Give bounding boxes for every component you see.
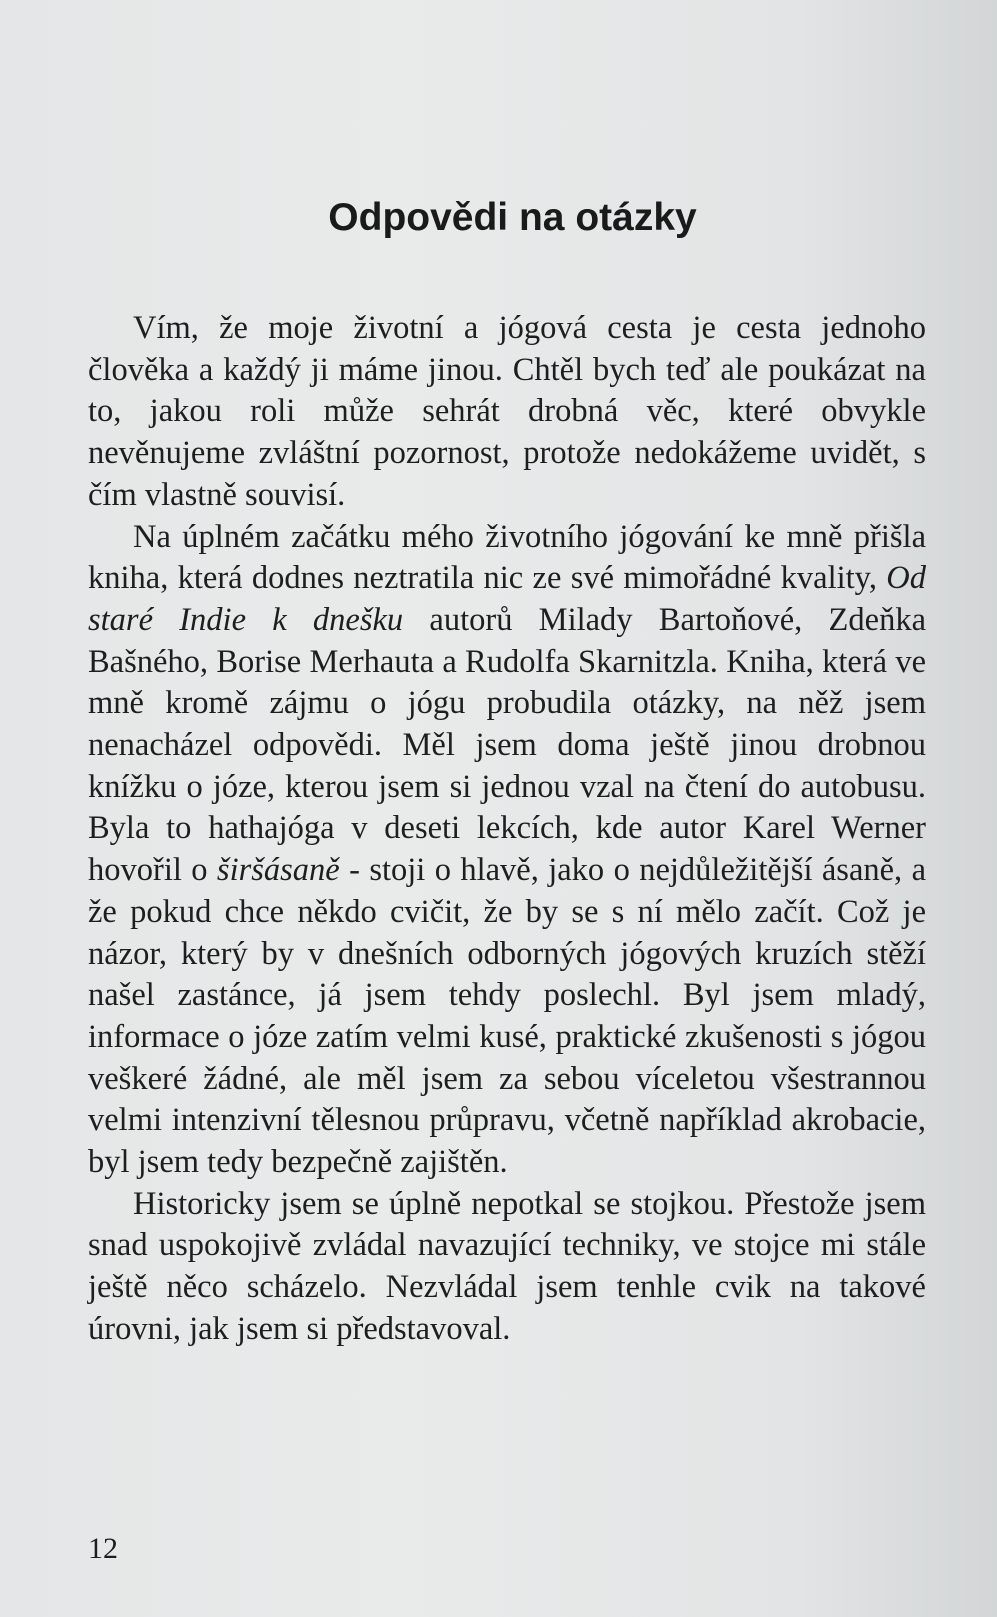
chapter-title: Odpovědi na otázky [328, 196, 697, 239]
chapter-body [88, 308, 926, 1351]
paragraph-text: - stoji o hlavě, jako o nejdůležitější ásaně, a že pokud chce někdo cvičit, že by se s ní mělo začít. Což je názor, který by v dnešních odborných jógových kruzích stěží našel zastánce, já jsem tehdy poslechl. Byl jsem mladý, informace o józe zatím velmi kusé, praktické zkušenosti s jógou veškeré žádné, ale měl jsem za sebou víceletou všestrannou velmi intenzivní tělesnou průpravu, včetně například akrobacie, byl jsem tedy bezpečně zajištěn. [88, 852, 926, 1181]
page-number: 12 [88, 1532, 118, 1565]
asana-term-italic: širšásaně [216, 852, 340, 889]
paragraph-3 [88, 1184, 926, 1351]
paragraph-text: Na úplném začátku mého životního jógování ke mně přišla kniha, která dodnes neztratila nic ze své mimořádné kvality, [88, 518, 926, 597]
paragraph-text: Vím, že moje životní a jógová cesta je cesta jednoho člověka a každý ji máme jinou. Chtěl bych teď ale poukázat na to, jakou roli může sehrát drobná věc, které obvykle nevěnujeme zvláštní pozornost, protože nedokážeme uvidět, s čím vlastně souvisí. [88, 310, 926, 513]
paragraph-1 [88, 308, 926, 517]
paragraph-text: Historicky jsem se úplně nepotkal se stojkou. Přestože jsem snad uspokojivě zvládal navazující techniky, ve stojce mi stále ještě něco scházelo. Nezvládal jsem tenhle cvik na takové úrovni, jak jsem si představoval. [88, 1185, 926, 1347]
paragraph-text: autorů Milady Bartoňové, Zdeňka Bašného, Borise Merhauta a Rudolfa Skarnitzla. Kniha, která ve mně kromě zájmu o jógu probudila otázky, na něž jsem nenacházel odpovědi. Měl jsem doma ještě jinou drobnou knížku o józe, kterou jsem si jednou vzal na čtení do autobusu. Byla to hathajóga v deseti lekcích, kde autor Karel Werner hovořil o [88, 601, 926, 889]
book-title-italic: Od staré Indie k dnešku [88, 560, 926, 638]
paragraph-2 [88, 517, 926, 1184]
